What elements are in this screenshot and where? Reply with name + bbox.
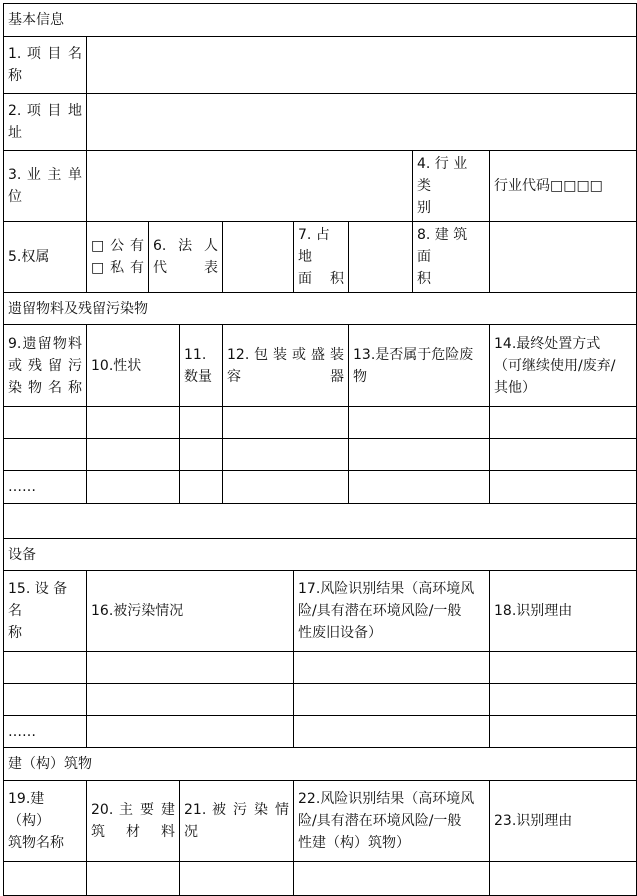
industry-label: [413, 151, 490, 222]
residue-row: [4, 407, 637, 439]
equipment-header-row: [4, 571, 637, 652]
section-title-equipment: 设备: [4, 539, 637, 571]
industry-code-field[interactable]: 行业代码□□□□: [490, 151, 637, 222]
project-name-label: [4, 37, 87, 94]
col-header-risk-result: [294, 571, 490, 652]
col-header-packaging-line2: 容器: [227, 368, 344, 385]
col-header-state: 10.性状: [87, 325, 180, 407]
project-name-field[interactable]: [87, 37, 637, 94]
col-header-building-name-line2: 筑物名称: [8, 835, 64, 851]
col-header-hazardous: [349, 325, 490, 407]
building-cell[interactable]: [490, 862, 637, 896]
building-header-row: [4, 781, 637, 862]
section-title-building: 建（构）筑物: [4, 748, 637, 781]
residue-cell[interactable]: [87, 407, 180, 439]
equipment-cell[interactable]: [294, 652, 490, 684]
equipment-cell[interactable]: [490, 716, 637, 748]
building-cell[interactable]: [294, 862, 490, 896]
equipment-cell[interactable]: [294, 684, 490, 716]
ownership-label: 5.权属: [4, 222, 87, 293]
building-area-label: [413, 222, 490, 293]
col-header-packaging: [223, 325, 349, 407]
residue-cell[interactable]: [4, 407, 87, 439]
equipment-cell[interactable]: [490, 684, 637, 716]
col-header-equipment-name: [4, 571, 87, 652]
equipment-cell[interactable]: [87, 716, 294, 748]
col-header-residue-name-line3: 染物名称: [8, 379, 82, 396]
col-header-quantity: [180, 325, 223, 407]
section-title-basic: 基本信息: [4, 4, 637, 37]
equipment-row: [4, 652, 637, 684]
col-header-building-contamination-line2: 况: [184, 824, 198, 840]
residue-cell[interactable]: [87, 471, 180, 504]
residue-cell[interactable]: [223, 471, 349, 504]
col-header-risk-result-line2: 险/具有潜在环境风险/一般: [298, 603, 462, 619]
project-address-label-line2: 址: [8, 125, 22, 141]
ownership-options: [87, 222, 149, 293]
equipment-row-ellipsis: [4, 716, 637, 748]
equipment-cell[interactable]: [4, 684, 87, 716]
section-row-basic: [4, 4, 637, 37]
col-header-building-contamination: [180, 781, 294, 862]
col-header-hazardous-line2: 物: [353, 368, 367, 385]
residue-row-ellipsis: [4, 471, 637, 504]
industry-label-line1: 4. 行 业 类: [417, 156, 468, 194]
residue-cell[interactable]: [4, 439, 87, 471]
building-cell[interactable]: [180, 862, 294, 896]
project-address-row: [4, 94, 637, 151]
owner-field[interactable]: [87, 151, 413, 222]
col-header-building-reason: 23.识别理由: [490, 781, 637, 862]
col-header-building-name-line1: 19.建（构）: [8, 791, 50, 829]
col-header-equipment-name-line2: 称: [8, 625, 22, 641]
equipment-ellipsis: ……: [4, 716, 87, 748]
owner-label-line1: 3. 业 主 单: [8, 167, 82, 183]
col-header-building-contamination-line1: 21. 被 污 染 情: [184, 802, 289, 818]
section-row-equipment: [4, 539, 637, 571]
public-checkbox[interactable]: □公有: [91, 238, 144, 254]
project-address-label-line1: 2. 项 目 地: [8, 103, 82, 119]
col-header-building-name: [4, 781, 87, 862]
building-area-field[interactable]: [490, 222, 637, 293]
project-name-row: [4, 37, 637, 94]
residue-row: [4, 439, 637, 471]
building-cell[interactable]: [4, 862, 87, 896]
project-address-label: [4, 94, 87, 151]
col-header-materials-line2: 筑材料: [91, 824, 175, 840]
industry-label-line2: 别: [417, 200, 431, 216]
col-header-contamination: 16.被污染情况: [87, 571, 294, 652]
col-header-residue-name: [4, 325, 87, 407]
col-header-disposal: [490, 325, 637, 407]
land-area-field[interactable]: [349, 222, 413, 293]
residue-header-row: [4, 325, 637, 407]
col-header-residue-name-line2: 或 残 留 污: [8, 357, 82, 374]
private-checkbox[interactable]: □私有: [91, 260, 144, 276]
residue-cell[interactable]: [180, 407, 223, 439]
residue-cell[interactable]: [349, 439, 490, 471]
legal-rep-label: [149, 222, 223, 293]
col-header-quantity-line2: 数量: [184, 368, 212, 385]
land-area-label: [294, 222, 349, 293]
col-header-risk-result-line1: 17.风险识别结果（高环境风: [298, 581, 475, 597]
project-name-label-line2: 称: [8, 68, 22, 84]
col-header-risk-result-line3: 性废旧设备）: [298, 625, 382, 641]
equipment-cell[interactable]: [87, 684, 294, 716]
col-header-materials: [87, 781, 180, 862]
col-header-disposal-line1: 14.最终处置方式: [494, 335, 601, 352]
residue-cell[interactable]: [87, 439, 180, 471]
equipment-cell[interactable]: [294, 716, 490, 748]
equipment-cell[interactable]: [490, 652, 637, 684]
section-title-residue: 遗留物料及残留污染物: [4, 293, 637, 325]
section-row-residue: [4, 293, 637, 325]
section-row-building: [4, 748, 637, 781]
owner-row: [4, 151, 637, 222]
residue-cell[interactable]: [349, 407, 490, 439]
col-header-residue-name-line1: 9.遗留物料: [8, 335, 82, 352]
residue-cell[interactable]: [180, 471, 223, 504]
residue-cell[interactable]: [223, 407, 349, 439]
building-area-label-line2: 积: [417, 271, 431, 287]
project-address-field[interactable]: [87, 94, 637, 151]
col-header-building-risk: [294, 781, 490, 862]
legal-rep-field[interactable]: [223, 222, 294, 293]
land-area-label-line1: 7. 占 地: [298, 227, 330, 265]
building-row: [4, 862, 637, 896]
owner-label: [4, 151, 87, 222]
residue-ellipsis: ……: [4, 471, 87, 504]
residue-cell[interactable]: [349, 471, 490, 504]
col-header-disposal-line2: （可继续使用/废弃/: [494, 357, 616, 374]
land-area-label-line2: 面积: [298, 271, 344, 287]
residue-cell[interactable]: [490, 407, 637, 439]
ownership-row: [4, 222, 637, 293]
col-header-equipment-name-line1: 15. 设 备 名: [8, 581, 68, 619]
building-area-label-line1: 8. 建 筑 面: [417, 227, 468, 265]
col-header-building-risk-line2: 险/具有潜在环境风险/一般: [298, 813, 462, 829]
col-header-reason: 18.识别理由: [490, 571, 637, 652]
equipment-cell[interactable]: [87, 652, 294, 684]
equipment-cell[interactable]: [4, 652, 87, 684]
col-header-materials-line1: 20. 主 要 建: [91, 802, 175, 818]
building-cell[interactable]: [87, 862, 180, 896]
blank-row: [4, 504, 637, 539]
owner-label-line2: 位: [8, 189, 22, 205]
col-header-hazardous-line1: 13.是否属于危险废: [353, 346, 474, 363]
residue-cell[interactable]: [223, 439, 349, 471]
residue-cell[interactable]: [490, 471, 637, 504]
site-survey-form: [3, 3, 637, 896]
col-header-disposal-line3: 其他）: [494, 379, 536, 396]
equipment-row: [4, 684, 637, 716]
col-header-quantity-line1: 11.: [184, 346, 207, 363]
col-header-building-risk-line1: 22.风险识别结果（高环境风: [298, 791, 475, 807]
blank-cell: [4, 504, 637, 539]
col-header-packaging-line1: 12. 包 装 或 盛 装: [227, 346, 344, 363]
legal-rep-label-line1: 6.法人: [153, 238, 218, 254]
project-name-label-line1: 1. 项 目 名: [8, 46, 82, 62]
residue-cell[interactable]: [490, 439, 637, 471]
residue-cell[interactable]: [180, 439, 223, 471]
col-header-building-risk-line3: 性建（构）筑物）: [298, 835, 410, 851]
legal-rep-label-line2: 代表: [153, 260, 218, 276]
